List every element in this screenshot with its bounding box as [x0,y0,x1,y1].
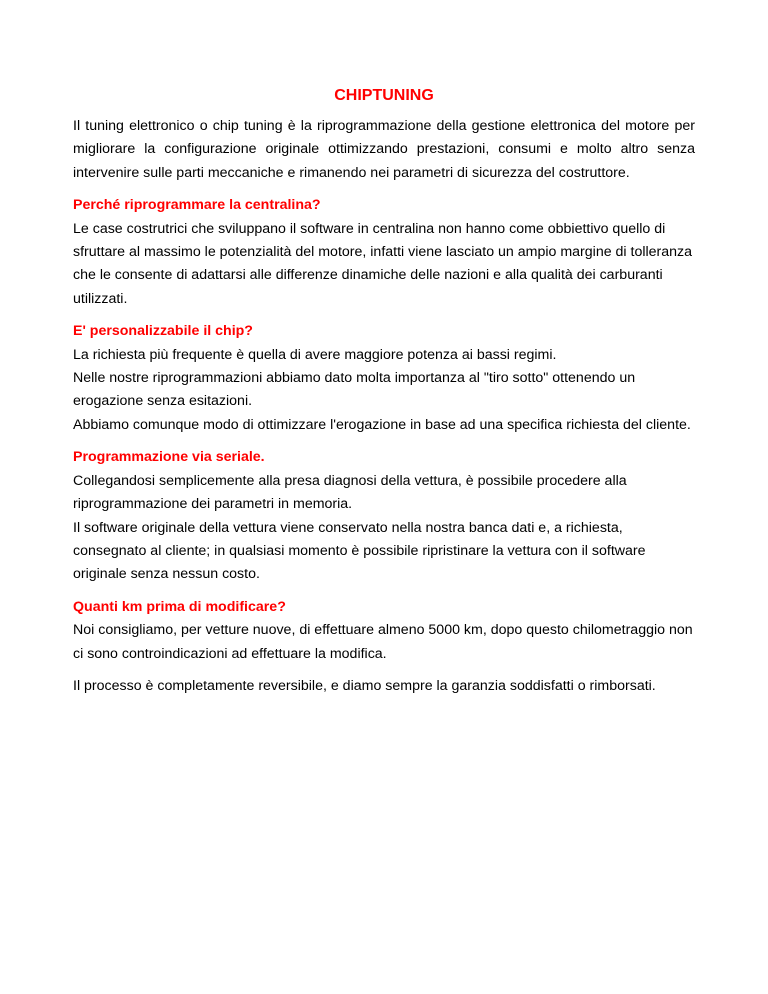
section-paragraph: Nelle nostre riprogrammazioni abbiamo dato molta importanza al "tiro sotto" ottenendo un erogazione senza esitazioni. [73,370,636,410]
document-title: CHIPTUNING [334,87,434,104]
section-paragraph: Collegandosi semplicemente alla presa diagnosi della vettura, è possibile procedere alla riprogrammazione dei parametri in memoria. [73,472,627,513]
document-page [73,84,695,698]
section-paragraph: La richiesta più frequente è quella di avere maggiore potenza ai bassi regimi. [73,346,557,363]
section-quanti-km [73,596,695,666]
section-paragraph: Il software originale della vettura viene conservato nella nostra banca dati e, a richiesta, consegnato al cliente; in qualsiasi momento è possibile ripristinare la vettura con il software originale senza nessun costo. [73,519,646,583]
section-paragraph: Noi consigliamo, per vetture nuove, di effettuare almeno 5000 km, dopo questo chilometraggio non ci sono controindicazioni ad effettuare la modifica. [73,622,693,662]
intro-paragraph: Il tuning elettronico o chip tuning è la riprogrammazione della gestione elettronica del motore per migliorare la configurazione originale ottimizzando prestazioni, consumi e molto altro senza intervenire sulle parti meccaniche e rimanendo nei parametri di sicurezza del costruttore. [73,118,695,181]
section-heading: Quanti km prima di modificare? [73,598,286,615]
section-heading: E' personalizzabile il chip? [73,323,253,340]
section-personalizzabile [73,320,695,437]
section-perche-riprogrammare [73,194,695,311]
section-heading: Perché riprogrammare la centralina? [73,197,321,214]
section-paragraph: Abbiamo comunque modo di ottimizzare l'erogazione in base ad una specifica richiesta del cliente. [73,416,691,433]
closing-paragraph: Il processo è completamente reversibile, e diamo sempre la garanzia soddisfatti o rimborsati. [73,677,656,694]
section-programmazione-seriale [73,446,695,586]
section-heading: Programmazione via seriale. [73,449,265,466]
section-paragraph: Le case costrutrici che sviluppano il software in centralina non hanno come obbiettivo quello di sfruttare al massimo le potenzialità del motore, infatti viene lasciato un ampio margine di tolleranza che le consente di adattarsi alle differenze dinamiche delle nazioni e alla qualità dei carburanti utilizzati. [73,220,693,307]
